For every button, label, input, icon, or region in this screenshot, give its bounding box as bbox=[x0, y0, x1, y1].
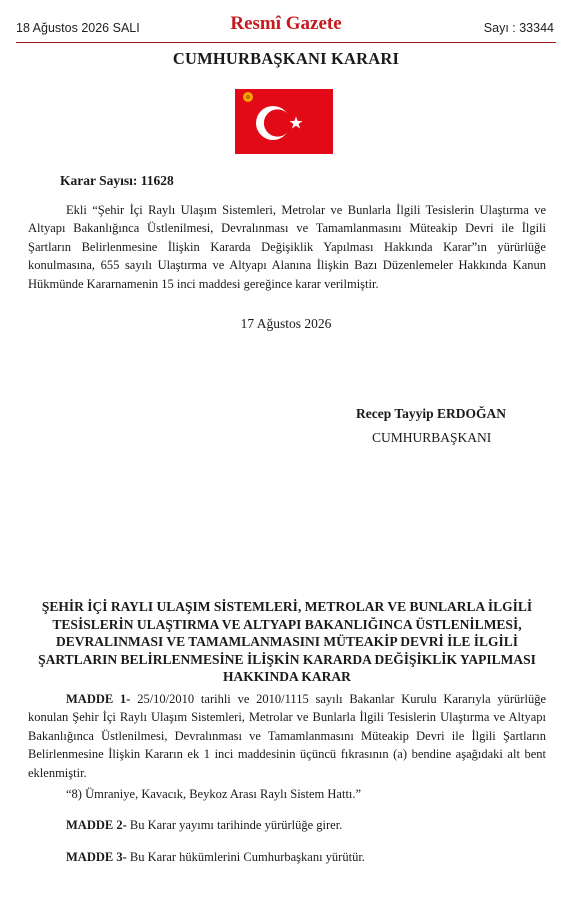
article-1-quoted-subclause: “8) Ümraniye, Kavacık, Beykoz Arası Raylı Sistem Hattı.” bbox=[66, 787, 362, 801]
article-2 bbox=[66, 818, 342, 833]
decree-intro-paragraph: Ekli “Şehir İçi Raylı Ulaşım Sistemleri, Metrolar ve Bunlarla İlgili Tesislerin Ulaştırma ve Altyapı Bakanlığınca Üstlenilmesi, Devralınması ve Tamamlanmasını Müteakip Devri ile İlgili Şartların Belirlenmesine İlişkin Kararda Değişiklik Yapılması Hakkında Karar”ın yürürlüğe konulmasına, 655 sayılı Ulaştırma ve Altyapı Alanına İlişkin Bazı Düzenlemeler Hakkında Kanun Hükmünde Kararnamenin 15 inci maddesi gereğince karar verilmiştir. bbox=[28, 203, 546, 291]
annex-title: ŞEHİR İÇİ RAYLI ULAŞIM SİSTEMLERİ, METROLAR VE BUNLARLA İLGİLİ TESİSLERİN ULAŞTIRMA VE ALTYAPI BAKANLIĞINCA ÜSTLENİLMESİ, DEVRALINMASI VE TAMAMLANMASINI MÜTEAKİP DEVRİ İLE İLGİLİ ŞARTLARIN BELİRLENMESİNE İLİŞKİN KARARDA DEĞİŞİKLİK YAPILMASI HAKKINDA KARAR bbox=[38, 599, 536, 684]
article-3-text: Bu Karar hükümlerini Cumhurbaşkanı yürütür. bbox=[126, 850, 365, 864]
issue-number: Sayı : 33344 bbox=[483, 21, 554, 35]
signer-title: CUMHURBAŞKANI bbox=[372, 430, 492, 445]
signer-name: Recep Tayyip ERDOĞAN bbox=[356, 406, 507, 421]
article-1-text: 25/10/2010 tarihli ve 2010/1115 sayılı Bakanlar Kurulu Kararıyla yürürlüğe konulan Şehir İçi Raylı Ulaşım Sistemleri, Metrolar ve Bunlarla İlgili Tesislerin Ulaştırma ve Altyapı Bakanlığınca Üstlenilmesi, Devralınması ve Tamamlanmasını Müteakip Devri ile İlgili Şartların Belirlenmesine İlişkin Kararın ek 1 inci maddesinin üçüncü fıkrasının (a) bendine aşağıdaki alt bent eklenmiştir. bbox=[28, 692, 546, 780]
decree-number: Karar Sayısı: 11628 bbox=[60, 173, 174, 188]
decree-heading: CUMHURBAŞKANI KARARI bbox=[172, 49, 400, 68]
article-1-label: MADDE 1- bbox=[66, 692, 131, 706]
turkish-flag-emblem bbox=[235, 89, 333, 154]
issue-date: 18 Ağustos 2026 SALI bbox=[16, 21, 140, 35]
crest-icon bbox=[243, 92, 253, 102]
decree-date: 17 Ağustos 2026 bbox=[240, 316, 332, 331]
article-2-label: MADDE 2- bbox=[66, 818, 127, 832]
article-1 bbox=[28, 690, 546, 782]
header-divider bbox=[16, 42, 556, 43]
crescent-inner bbox=[264, 109, 291, 136]
article-3-label: MADDE 3- bbox=[66, 850, 127, 864]
article-3 bbox=[66, 850, 365, 865]
gazette-name: Resmî Gazete bbox=[230, 13, 342, 34]
article-2-text: Bu Karar yayımı tarihinde yürürlüğe girer. bbox=[126, 818, 343, 832]
gazette-header bbox=[0, 0, 572, 40]
